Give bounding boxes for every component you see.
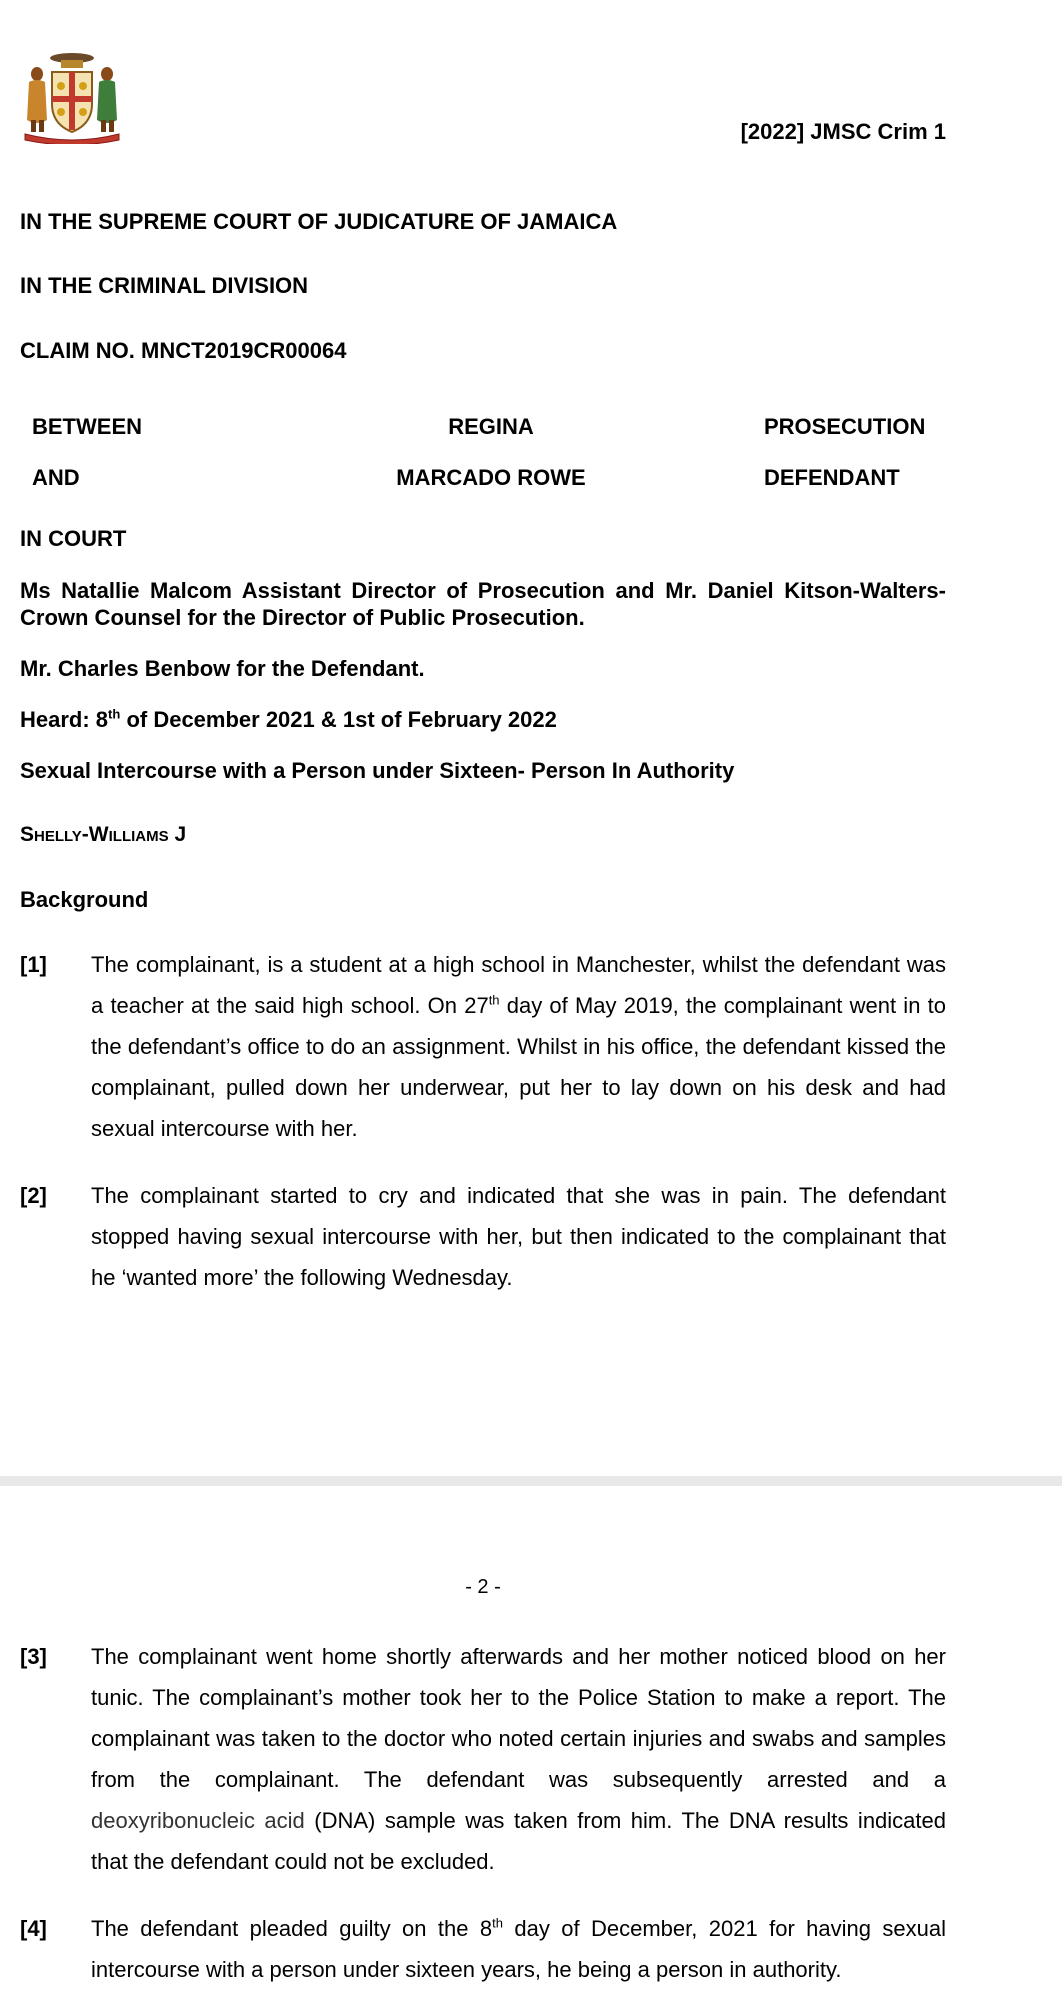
dna-term: deoxyribonucleic acid	[91, 1808, 305, 1833]
page-number: - 2 -	[465, 1576, 501, 1598]
neutral-citation: [2022] JMSC Crim 1	[740, 119, 946, 144]
prosecution-counsel: Ms Natallie Malcom Assistant Director of Prosecution and Mr. Daniel Kitson-Walters- Crown Counsel for the Director of Public Prosecution.	[20, 578, 946, 630]
claim-number: CLAIM NO. MNCT2019CR00064	[20, 338, 347, 363]
paragraph-superscript: th	[492, 1915, 503, 1931]
in-court-heading: IN COURT	[20, 526, 127, 551]
party-designation: PROSECUTION	[764, 414, 926, 439]
heard-rest: of December 2021 & 1st of February 2022	[120, 707, 557, 732]
judge-name: Shelly-Williams J	[20, 823, 187, 846]
paragraph-text: day of December, 2021 for having sexual intercourse with a person under sixteen years, he being a person in authority.	[91, 1916, 946, 1982]
paragraph-superscript: th	[488, 992, 500, 1008]
division-title: IN THE CRIMINAL DIVISION	[20, 273, 309, 298]
paragraph-text: The complainant, is a student at a high school in Manchester, whilst the defendant was a teacher at the said high school. On 27	[91, 952, 946, 1018]
paragraph-number: [3]	[20, 1644, 47, 1669]
paragraph-number: [2]	[20, 1183, 47, 1208]
section-heading-background: Background	[20, 887, 149, 912]
paragraph-3	[20, 1636, 946, 1882]
party-role-label: BETWEEN	[32, 414, 142, 439]
paragraph-text: The complainant started to cry and indicated that she was in pain. The defendant stopped having sexual intercourse with her, but then indicated to the complainant that he ‘wanted more’ the following Wednesday.	[91, 1183, 946, 1290]
paragraph-1	[20, 944, 946, 1149]
party-name: MARCADO ROWE	[396, 465, 586, 490]
party-role-label: AND	[32, 465, 80, 490]
paragraph-text: day of May 2019, the complainant went in to the defendant’s office to do an assignment. Whilst in his office, the defendant kissed the complainant, pulled down her underwear, put her to lay down on his desk and had sexual intercourse with her.	[91, 993, 946, 1141]
heard-prefix: Heard: 8	[20, 707, 109, 732]
paragraph-4	[20, 1908, 946, 1990]
party-designation: DEFENDANT	[764, 465, 900, 490]
jamaica-coat-of-arms-logo	[19, 50, 125, 144]
paragraph-text: (DNA) sample was taken from him. The DNA results indicated that the defendant could not be excluded.	[91, 1808, 946, 1874]
party-name: REGINA	[448, 414, 534, 439]
paragraph-text: The defendant pleaded guilty on the 8	[91, 1916, 493, 1941]
paragraph-text: The complainant went home shortly afterwards and her mother noticed blood on her tunic. The complainant’s mother took her to the Police Station to make a report. The complainant was taken to the doctor who noted certain injuries and swabs and samples from the complainant. The defendant was subsequently arrested and a	[91, 1644, 946, 1792]
offence-title: Sexual Intercourse with a Person under Sixteen- Person In Authority	[20, 758, 735, 783]
hearing-dates	[20, 707, 557, 733]
heard-superscript: th	[108, 706, 121, 722]
paragraph-2	[20, 1175, 946, 1298]
document-page-2	[0, 1486, 1062, 1995]
court-title: IN THE SUPREME COURT OF JUDICATURE OF JAMAICA	[20, 209, 618, 234]
paragraph-number: [1]	[20, 952, 47, 977]
paragraph-number: [4]	[20, 1916, 47, 1941]
defence-counsel: Mr. Charles Benbow for the Defendant.	[20, 656, 425, 681]
